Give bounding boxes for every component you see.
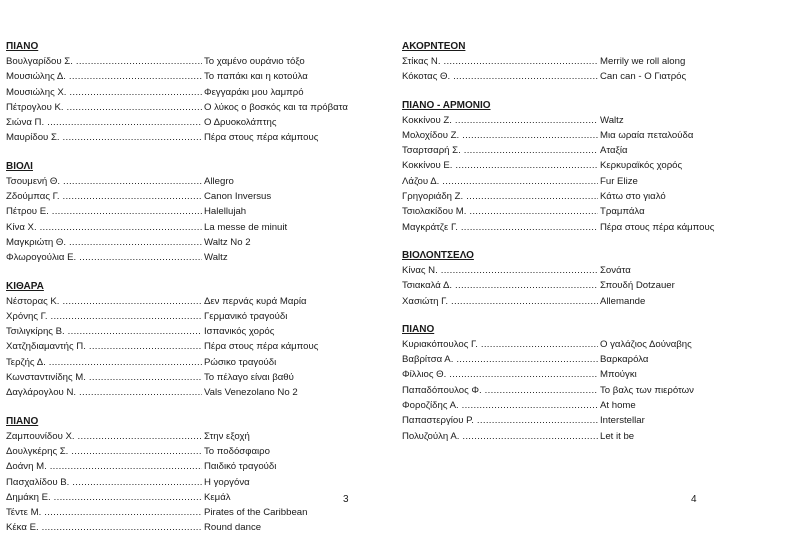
performer-name: Παπαδόπουλος Φ. ..... [402, 383, 598, 398]
program-entry [402, 143, 742, 158]
performer-name: Δοάνη Μ. ..... [6, 459, 202, 474]
performer-name: Κωνσταντινίδης Μ. ..... [6, 370, 202, 385]
performer-name: Δημάκη Ε. ..... [6, 490, 202, 505]
performer-name: Παπαστεργίου Ρ. ..... [402, 413, 598, 428]
piece-title: Ο λύκος ο βοσκός και τα πρόβατα [204, 101, 348, 113]
piece-title: Βαρκαρόλα [600, 354, 649, 366]
performer-name: Ζδούμπας Γ. ..... [6, 189, 202, 204]
performer-name: Φοροζίδης Α. ..... [402, 398, 598, 413]
performer-name: Τσιακαλά Δ. ..... [402, 278, 598, 293]
piece-title: Fur Elize [600, 175, 638, 187]
piece-title: Μια ωραία πεταλούδα [600, 129, 694, 141]
piece-title: Halellujah [204, 206, 247, 218]
program-entry [6, 115, 356, 130]
performer-name: Κόκοτας Θ. ..... [402, 69, 598, 84]
program-entry [6, 130, 356, 145]
program-section [402, 323, 742, 444]
section-title: ΠΙΑΝΟ - ΑΡΜΟΝΙΟ [402, 99, 491, 111]
performer-name: Πολυζούλη Α. ..... [402, 429, 598, 444]
piece-title: Waltz No 2 [204, 236, 251, 248]
section-title: ΒΙΟΛΙ [6, 160, 33, 172]
performer-name: Μαυρίδου Σ. ..... [6, 130, 202, 145]
program-section [402, 249, 742, 309]
program-entry [6, 85, 356, 100]
performer-name: Μαγκριώτη Θ. ..... [6, 235, 202, 250]
program-entry [6, 475, 356, 490]
performer-name: Τερζής Δ. ..... [6, 355, 202, 370]
program-entry [6, 490, 356, 505]
piece-title: Κεμάλ [204, 491, 231, 503]
performer-name: Φίλλιος Θ. ..... [402, 367, 598, 382]
piece-title: Ισπανικός χορός [204, 326, 275, 338]
performer-name: Λάζου Δ. ..... [402, 174, 598, 189]
program-entry [402, 367, 742, 382]
program-entry [402, 113, 742, 128]
performer-name: Τσιλιγκίρης Β. ..... [6, 324, 202, 339]
program-entry [402, 278, 742, 293]
section-title: ΚΙΘΑΡΑ [6, 280, 44, 292]
piece-title: Μπούγκι [600, 369, 637, 381]
piece-title: Τραμπάλα [600, 206, 645, 218]
section-title: ΑΚΟΡΝΤΕΟΝ [402, 41, 466, 52]
program-entry [402, 174, 742, 189]
program-entry [6, 355, 356, 370]
performer-name: Κυριακόπουλος Γ. ..... [402, 337, 598, 352]
performer-name: Πασχαλίδου Β. ..... [6, 475, 202, 490]
piece-title: Allemande [600, 295, 646, 307]
program-entry [6, 324, 356, 339]
piece-title: Φεγγαράκι μου λαμπρό [204, 86, 304, 98]
performer-name: Νέστορας Κ. ..... [6, 294, 202, 309]
program-entry [6, 294, 356, 309]
section-title: ΠΙΑΝΟ [6, 415, 39, 427]
piece-title: Σπουδή Dotzauer [600, 280, 675, 292]
program-entry [6, 220, 356, 235]
performer-name: Τσιολακίδου Μ. ..... [402, 204, 598, 219]
piece-title: Πέρα στους πέρα κάμπους [204, 132, 319, 144]
program-entry [6, 204, 356, 219]
program-entry [402, 69, 742, 84]
piece-title: At home [600, 400, 636, 412]
performer-name: Τσαρτσαρή Σ. ..... [402, 143, 598, 158]
program-entry [6, 339, 356, 354]
piece-title: Κερκυραϊκός χορός [600, 160, 683, 172]
program-section [402, 99, 742, 235]
program-entry [6, 459, 356, 474]
piece-title: Ρώσικο τραγούδι [204, 356, 277, 368]
piece-title: Πέρα στους πέρα κάμπους [204, 341, 319, 353]
program-entry [6, 69, 356, 84]
performer-name: Δουλγκέρης Σ. ..... [6, 444, 202, 459]
program-entry [6, 444, 356, 459]
performer-name: Φλωρογούλια Ε. ..... [6, 250, 202, 265]
program-entry [6, 174, 356, 189]
piece-title: Ο Δρυοκολάπτης [204, 117, 277, 129]
piece-title: La messe de minuit [204, 221, 288, 233]
performer-name: Χασιώτη Γ. ..... [402, 294, 598, 309]
performer-name: Χατζηδιαμαντής Π. ..... [6, 339, 202, 354]
program-entry [402, 413, 742, 428]
section-title: ΠΙΑΝΟ [402, 323, 435, 335]
piece-title: Allegro [204, 175, 234, 187]
program-section [6, 160, 356, 266]
program-entry [6, 100, 356, 115]
program-section [402, 40, 742, 85]
program-entry [6, 54, 356, 69]
piece-title: Κάτω στο γιαλό [600, 191, 666, 203]
performer-name: Κίνας Ν. ..... [402, 263, 598, 278]
program-entry [6, 520, 356, 535]
program-entry [402, 54, 742, 69]
performer-name: Σιώνα Π. ..... [6, 115, 202, 130]
piece-title: Το βαλς των πιερότων [600, 384, 694, 396]
performer-name: Κοκκίνου Ε. ..... [402, 158, 598, 173]
program-entry [402, 352, 742, 367]
program-entry [6, 250, 356, 265]
performer-name: Πέτρου Ε. ..... [6, 204, 202, 219]
program-entry [6, 385, 356, 400]
piece-title: Σονάτα [600, 264, 631, 276]
piece-title: Στην εξοχή [204, 430, 250, 442]
piece-title: Pirates of the Caribbean [204, 507, 308, 519]
section-title: ΒΙΟΛΟΝΤΣΕΛΟ [402, 249, 474, 261]
program-entry [402, 189, 742, 204]
piece-title: Canon Inversus [204, 191, 272, 203]
program-section [6, 40, 356, 146]
piece-title: Γερμανικό τραγούδι [204, 310, 288, 322]
performer-name: Βουλγαρίδου Σ. ..... [6, 54, 202, 69]
performer-name: Μαγκράτζε Γ. ..... [402, 220, 598, 235]
piece-title: Δεν περνάς κυρά Μαρία [204, 295, 307, 307]
program-entry [6, 370, 356, 385]
performer-name: Τέντε Μ. ..... [6, 505, 202, 520]
performer-name: Μολοχίδου Ζ. ..... [402, 128, 598, 143]
program-entry [402, 383, 742, 398]
performer-name: Μουσιώλης Δ. ..... [6, 69, 202, 84]
section-title: ΠΙΑΝΟ [6, 41, 39, 52]
piece-title: Vals Venezolano No 2 [204, 387, 298, 399]
page-number-left: 3 [343, 494, 349, 505]
performer-name: Στίκας Ν. ..... [402, 54, 598, 69]
piece-title: Waltz [204, 252, 228, 264]
piece-title: Let it be [600, 430, 635, 442]
program-entry [402, 220, 742, 235]
program-entry [402, 429, 742, 444]
piece-title: Το χαμένο ουράνιο τόξο [204, 56, 305, 67]
performer-name: Δαγλάρογλου Ν. ..... [6, 385, 202, 400]
program-entry [6, 309, 356, 324]
performer-name: Χρόνης Γ. ..... [6, 309, 202, 324]
performer-name: Τσουμενή Θ. ..... [6, 174, 202, 189]
program-entry [402, 337, 742, 352]
piece-title: Can can - Ο Γιατρός [600, 71, 687, 83]
program-entry [6, 189, 356, 204]
piece-title: Το παπάκι και η κοτούλα [204, 71, 308, 83]
program-entry [402, 128, 742, 143]
piece-title: Interstellar [600, 415, 645, 427]
performer-name: Πέτρογλου Κ. ..... [6, 100, 202, 115]
piece-title: Παιδικό τραγούδι [204, 461, 277, 473]
program-entry [402, 263, 742, 278]
performer-name: Κίνα Χ. ..... [6, 220, 202, 235]
piece-title: Merrily we roll along [600, 56, 686, 67]
program-entry [402, 204, 742, 219]
right-page [402, 40, 742, 458]
piece-title: Waltz [600, 114, 624, 126]
performer-name: Βαβρίτσα Α. ..... [402, 352, 598, 367]
program-entry [402, 294, 742, 309]
left-page [6, 40, 356, 550]
performer-name: Κοκκίνου Ζ. ..... [402, 113, 598, 128]
piece-title: Το ποδόσφαιρο [204, 445, 270, 457]
performer-name: Ζαμπουνίδου Χ. ..... [6, 429, 202, 444]
program-entry [6, 505, 356, 520]
program-section [6, 280, 356, 401]
performer-name: Γρηγοριάδη Ζ. ..... [402, 189, 598, 204]
program-entry [6, 429, 356, 444]
program-entry [402, 158, 742, 173]
performer-name: Μουσιώλης Χ. ..... [6, 85, 202, 100]
performer-name: Κέκα Ε. ..... [6, 520, 202, 535]
piece-title: Το πέλαγο είναι βαθύ [204, 372, 294, 384]
program-entry [402, 398, 742, 413]
piece-title: Round dance [204, 522, 262, 534]
program-section [6, 415, 356, 536]
piece-title: Αταξία [600, 145, 628, 157]
piece-title: Ο γαλάζιος Δούναβης [600, 338, 692, 350]
piece-title: Πέρα στους πέρα κάμπους [600, 221, 715, 233]
piece-title: Η γοργόνα [204, 476, 250, 488]
program-entry [6, 235, 356, 250]
page-number-right: 4 [691, 494, 697, 505]
